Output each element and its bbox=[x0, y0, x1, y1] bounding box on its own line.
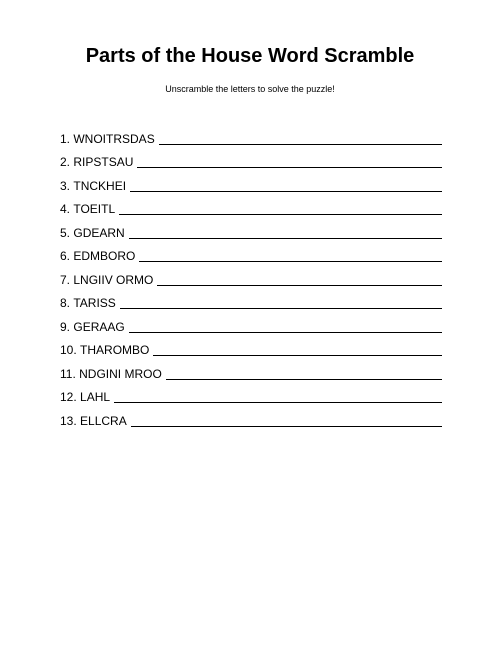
scrambled-word: RIPSTSAU bbox=[73, 155, 134, 169]
scramble-item bbox=[60, 169, 442, 193]
scrambled-word: TOEITL bbox=[73, 202, 116, 216]
item-number: 10. bbox=[60, 343, 77, 357]
item-number: 13. bbox=[60, 413, 77, 428]
item-number: 2. bbox=[60, 155, 71, 169]
scramble-item bbox=[60, 287, 442, 311]
scramble-list bbox=[60, 122, 442, 428]
answer-line[interactable] bbox=[114, 390, 442, 403]
scrambled-word: EDMBORO bbox=[73, 249, 136, 263]
scramble-item bbox=[60, 310, 442, 334]
answer-line[interactable] bbox=[119, 202, 442, 215]
answer-line[interactable] bbox=[139, 249, 442, 262]
scramble-item bbox=[60, 146, 442, 170]
item-number: 3. bbox=[60, 178, 71, 193]
scramble-item bbox=[60, 240, 442, 264]
answer-line[interactable] bbox=[131, 414, 442, 427]
item-number: 7. bbox=[60, 272, 71, 287]
item-number: 6. bbox=[60, 249, 71, 263]
scramble-item bbox=[60, 381, 442, 405]
scramble-item bbox=[60, 122, 442, 146]
answer-line[interactable] bbox=[157, 273, 442, 286]
scrambled-word: GERAAG bbox=[73, 319, 125, 334]
item-number: 8. bbox=[60, 296, 71, 310]
scramble-item bbox=[60, 263, 442, 287]
answer-line[interactable] bbox=[166, 367, 442, 380]
answer-line[interactable] bbox=[120, 296, 442, 309]
item-number: 1. bbox=[60, 131, 71, 146]
scramble-item bbox=[60, 404, 442, 428]
worksheet-instructions: Unscramble the letters to solve the puzzle! bbox=[165, 84, 335, 94]
item-number: 4. bbox=[60, 202, 71, 216]
item-number: 12. bbox=[60, 390, 77, 404]
answer-line[interactable] bbox=[153, 343, 442, 356]
scramble-item bbox=[60, 216, 442, 240]
item-number: 11. bbox=[60, 366, 76, 381]
answer-line[interactable] bbox=[137, 155, 442, 168]
item-number: 9. bbox=[60, 319, 71, 334]
scramble-item bbox=[60, 193, 442, 217]
scrambled-word: ELLCRA bbox=[80, 413, 127, 428]
answer-line[interactable] bbox=[159, 132, 442, 145]
answer-line[interactable] bbox=[129, 320, 442, 333]
scrambled-word: TNCKHEI bbox=[73, 178, 127, 193]
scrambled-word: NDGINI MROO bbox=[79, 366, 162, 381]
scrambled-word: GDEARN bbox=[73, 225, 125, 240]
scrambled-word: THAROMBO bbox=[80, 343, 150, 357]
answer-line[interactable] bbox=[129, 226, 442, 239]
answer-line[interactable] bbox=[130, 179, 442, 192]
scrambled-word: TARISS bbox=[73, 296, 116, 310]
worksheet-title: Parts of the House Word Scramble bbox=[85, 45, 415, 67]
scrambled-word: LNGIIV ORMO bbox=[73, 272, 154, 287]
scramble-item bbox=[60, 334, 442, 358]
scrambled-word: LAHL bbox=[80, 390, 111, 404]
scrambled-word: WNOITRSDAS bbox=[73, 131, 155, 146]
item-number: 5. bbox=[60, 225, 71, 240]
scramble-item bbox=[60, 357, 442, 381]
